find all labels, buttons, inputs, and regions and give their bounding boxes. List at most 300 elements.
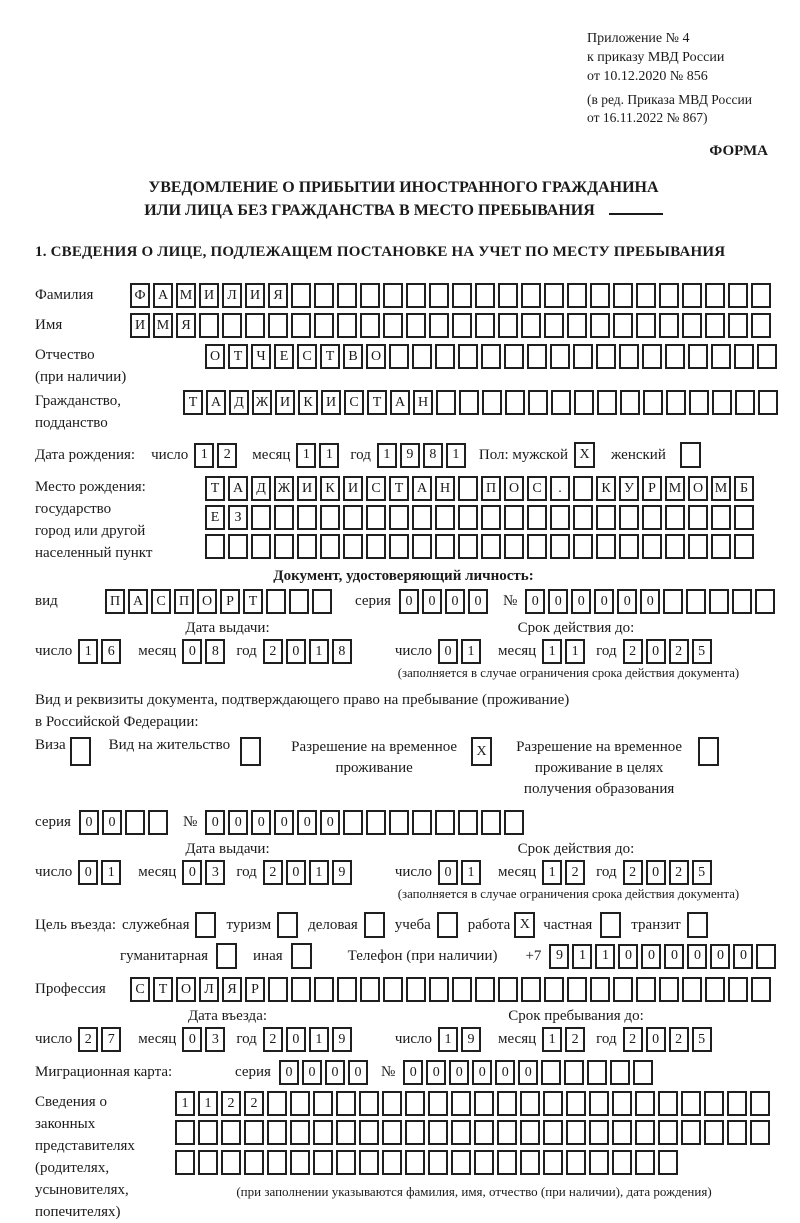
purpose-humanitarian-checkbox[interactable] [216, 943, 237, 969]
char-cell[interactable] [504, 505, 524, 530]
char-cell[interactable] [359, 1120, 379, 1145]
char-cell[interactable]: 1 [565, 639, 585, 664]
char-cell[interactable]: П [174, 589, 194, 614]
char-cell[interactable]: М [711, 476, 731, 501]
char-cell[interactable]: 0 [274, 810, 294, 835]
char-cell[interactable] [757, 344, 777, 369]
char-cell[interactable] [521, 313, 541, 338]
char-cell[interactable] [688, 344, 708, 369]
char-cell[interactable] [688, 534, 708, 559]
char-cell[interactable] [474, 1120, 494, 1145]
char-cell[interactable]: 2 [623, 860, 643, 885]
char-cell[interactable] [297, 534, 317, 559]
char-cell[interactable]: 0 [733, 944, 753, 969]
char-cell[interactable] [389, 810, 409, 835]
char-cell[interactable] [543, 1120, 563, 1145]
char-cell[interactable]: . [550, 476, 570, 501]
char-cell[interactable] [665, 344, 685, 369]
char-cell[interactable] [405, 1091, 425, 1116]
char-cell[interactable] [267, 1120, 287, 1145]
char-cell[interactable]: 0 [640, 589, 660, 614]
char-cell[interactable] [751, 283, 771, 308]
char-cell[interactable] [382, 1120, 402, 1145]
char-cell[interactable]: 9 [400, 443, 420, 468]
char-cell[interactable]: И [297, 476, 317, 501]
char-cell[interactable] [620, 390, 640, 415]
purpose-official-checkbox[interactable] [195, 912, 216, 938]
char-cell[interactable] [336, 1091, 356, 1116]
char-cell[interactable] [633, 1060, 653, 1085]
char-cell[interactable] [452, 313, 472, 338]
char-cell[interactable]: А [153, 283, 173, 308]
char-cell[interactable]: О [205, 344, 225, 369]
char-cell[interactable] [336, 1120, 356, 1145]
char-cell[interactable] [734, 534, 754, 559]
char-cell[interactable] [663, 589, 683, 614]
char-cell[interactable] [619, 505, 639, 530]
char-cell[interactable] [732, 589, 752, 614]
char-cell[interactable]: 2 [263, 1027, 283, 1052]
char-cell[interactable]: У [619, 476, 639, 501]
char-cell[interactable] [125, 810, 145, 835]
char-cell[interactable]: 2 [565, 1027, 585, 1052]
char-cell[interactable] [429, 283, 449, 308]
char-cell[interactable] [527, 505, 547, 530]
char-cell[interactable] [481, 505, 501, 530]
char-cell[interactable]: М [176, 283, 196, 308]
char-cell[interactable]: Т [205, 476, 225, 501]
sex-male-checkbox[interactable]: X [574, 442, 595, 468]
char-cell[interactable]: 0 [78, 860, 98, 885]
char-cell[interactable]: 0 [325, 1060, 345, 1085]
char-cell[interactable] [642, 505, 662, 530]
char-cell[interactable]: Е [205, 505, 225, 530]
char-cell[interactable] [597, 390, 617, 415]
char-cell[interactable] [734, 344, 754, 369]
char-cell[interactable] [436, 390, 456, 415]
char-cell[interactable]: 1 [461, 639, 481, 664]
char-cell[interactable] [551, 390, 571, 415]
char-cell[interactable]: 0 [403, 1060, 423, 1085]
char-cell[interactable] [573, 505, 593, 530]
char-cell[interactable] [337, 977, 357, 1002]
char-cell[interactable]: Ф [130, 283, 150, 308]
char-cell[interactable] [520, 1091, 540, 1116]
char-cell[interactable] [251, 505, 271, 530]
char-cell[interactable] [544, 283, 564, 308]
char-cell[interactable] [475, 313, 495, 338]
char-cell[interactable]: 7 [101, 1027, 121, 1052]
char-cell[interactable]: 1 [438, 1027, 458, 1052]
char-cell[interactable] [359, 1091, 379, 1116]
char-cell[interactable] [705, 313, 725, 338]
char-cell[interactable]: 1 [542, 639, 562, 664]
char-cell[interactable]: 0 [228, 810, 248, 835]
char-cell[interactable]: 0 [594, 589, 614, 614]
char-cell[interactable]: И [245, 283, 265, 308]
char-cell[interactable]: 0 [641, 944, 661, 969]
char-cell[interactable]: Р [642, 476, 662, 501]
char-cell[interactable] [619, 534, 639, 559]
char-cell[interactable] [320, 505, 340, 530]
char-cell[interactable] [590, 977, 610, 1002]
char-cell[interactable]: К [320, 476, 340, 501]
char-cell[interactable]: А [128, 589, 148, 614]
char-cell[interactable] [291, 977, 311, 1002]
char-cell[interactable] [750, 1091, 770, 1116]
char-cell[interactable]: 3 [205, 860, 225, 885]
char-cell[interactable]: 5 [692, 1027, 712, 1052]
char-cell[interactable]: 1 [542, 860, 562, 885]
char-cell[interactable] [314, 283, 334, 308]
char-cell[interactable] [266, 589, 286, 614]
char-cell[interactable]: Т [367, 390, 387, 415]
char-cell[interactable]: 8 [423, 443, 443, 468]
char-cell[interactable] [389, 534, 409, 559]
char-cell[interactable]: 0 [518, 1060, 538, 1085]
char-cell[interactable] [267, 1091, 287, 1116]
char-cell[interactable]: 0 [399, 589, 419, 614]
char-cell[interactable] [389, 505, 409, 530]
char-cell[interactable]: 2 [623, 1027, 643, 1052]
char-cell[interactable]: А [206, 390, 226, 415]
char-cell[interactable]: С [130, 977, 150, 1002]
char-cell[interactable]: С [297, 344, 317, 369]
char-cell[interactable] [481, 534, 501, 559]
char-cell[interactable] [274, 534, 294, 559]
char-cell[interactable] [481, 344, 501, 369]
char-cell[interactable]: 1 [309, 860, 329, 885]
char-cell[interactable]: 2 [669, 1027, 689, 1052]
char-cell[interactable]: Р [220, 589, 240, 614]
char-cell[interactable] [709, 589, 729, 614]
char-cell[interactable]: 1 [309, 1027, 329, 1052]
char-cell[interactable] [566, 1091, 586, 1116]
char-cell[interactable] [245, 313, 265, 338]
char-cell[interactable] [244, 1120, 264, 1145]
char-cell[interactable]: Я [268, 283, 288, 308]
char-cell[interactable]: 2 [244, 1091, 264, 1116]
temp-residence-checkbox[interactable]: X [471, 737, 492, 766]
char-cell[interactable] [541, 1060, 561, 1085]
char-cell[interactable]: 2 [78, 1027, 98, 1052]
char-cell[interactable] [504, 810, 524, 835]
char-cell[interactable] [412, 505, 432, 530]
char-cell[interactable] [475, 283, 495, 308]
char-cell[interactable] [406, 313, 426, 338]
char-cell[interactable]: 1 [461, 860, 481, 885]
char-cell[interactable]: 0 [687, 944, 707, 969]
char-cell[interactable] [452, 977, 472, 1002]
char-cell[interactable]: 9 [332, 860, 352, 885]
char-cell[interactable] [610, 1060, 630, 1085]
char-cell[interactable] [497, 1091, 517, 1116]
char-cell[interactable] [573, 344, 593, 369]
char-cell[interactable] [435, 534, 455, 559]
char-cell[interactable] [712, 390, 732, 415]
char-cell[interactable]: Ж [252, 390, 272, 415]
char-cell[interactable] [636, 283, 656, 308]
char-cell[interactable]: И [321, 390, 341, 415]
char-cell[interactable] [435, 810, 455, 835]
char-cell[interactable] [297, 505, 317, 530]
char-cell[interactable]: 0 [79, 810, 99, 835]
char-cell[interactable] [458, 810, 478, 835]
char-cell[interactable]: 0 [468, 589, 488, 614]
char-cell[interactable] [635, 1091, 655, 1116]
char-cell[interactable] [755, 589, 775, 614]
char-cell[interactable] [521, 977, 541, 1002]
char-cell[interactable]: 0 [348, 1060, 368, 1085]
char-cell[interactable]: А [412, 476, 432, 501]
char-cell[interactable]: А [390, 390, 410, 415]
char-cell[interactable]: 1 [377, 443, 397, 468]
char-cell[interactable] [458, 476, 478, 501]
char-cell[interactable] [459, 390, 479, 415]
char-cell[interactable]: 0 [617, 589, 637, 614]
char-cell[interactable]: 2 [263, 860, 283, 885]
char-cell[interactable] [458, 534, 478, 559]
char-cell[interactable]: 1 [572, 944, 592, 969]
char-cell[interactable] [389, 344, 409, 369]
char-cell[interactable] [314, 977, 334, 1002]
char-cell[interactable] [406, 977, 426, 1002]
char-cell[interactable]: И [343, 476, 363, 501]
char-cell[interactable] [728, 977, 748, 1002]
char-cell[interactable]: 1 [319, 443, 339, 468]
char-cell[interactable]: Д [229, 390, 249, 415]
char-cell[interactable]: 0 [646, 860, 666, 885]
char-cell[interactable] [734, 505, 754, 530]
char-cell[interactable] [521, 283, 541, 308]
char-cell[interactable] [428, 1120, 448, 1145]
char-cell[interactable] [313, 1120, 333, 1145]
char-cell[interactable]: Н [435, 476, 455, 501]
char-cell[interactable]: 0 [182, 1027, 202, 1052]
char-cell[interactable] [682, 283, 702, 308]
char-cell[interactable] [727, 1120, 747, 1145]
char-cell[interactable] [451, 1091, 471, 1116]
char-cell[interactable] [564, 1060, 584, 1085]
char-cell[interactable]: 0 [182, 860, 202, 885]
char-cell[interactable] [705, 283, 725, 308]
char-cell[interactable] [527, 534, 547, 559]
char-cell[interactable] [527, 344, 547, 369]
char-cell[interactable] [689, 390, 709, 415]
char-cell[interactable] [337, 313, 357, 338]
char-cell[interactable] [612, 1120, 632, 1145]
char-cell[interactable]: 0 [422, 589, 442, 614]
char-cell[interactable]: 0 [302, 1060, 322, 1085]
char-cell[interactable] [429, 313, 449, 338]
char-cell[interactable] [543, 1091, 563, 1116]
char-cell[interactable]: 0 [286, 860, 306, 885]
char-cell[interactable]: 0 [426, 1060, 446, 1085]
char-cell[interactable] [435, 505, 455, 530]
char-cell[interactable]: 6 [101, 639, 121, 664]
char-cell[interactable]: 0 [495, 1060, 515, 1085]
char-cell[interactable]: Е [274, 344, 294, 369]
char-cell[interactable] [428, 1091, 448, 1116]
char-cell[interactable] [596, 534, 616, 559]
char-cell[interactable]: Т [389, 476, 409, 501]
char-cell[interactable] [429, 977, 449, 1002]
char-cell[interactable]: 0 [279, 1060, 299, 1085]
char-cell[interactable] [688, 505, 708, 530]
char-cell[interactable]: И [275, 390, 295, 415]
purpose-work-checkbox[interactable]: X [514, 912, 535, 938]
char-cell[interactable]: 0 [286, 1027, 306, 1052]
char-cell[interactable]: 0 [548, 589, 568, 614]
char-cell[interactable]: К [298, 390, 318, 415]
char-cell[interactable] [589, 1091, 609, 1116]
char-cell[interactable] [360, 977, 380, 1002]
char-cell[interactable]: А [228, 476, 248, 501]
char-cell[interactable] [589, 1120, 609, 1145]
char-cell[interactable] [528, 390, 548, 415]
char-cell[interactable] [612, 1091, 632, 1116]
char-cell[interactable] [613, 283, 633, 308]
char-cell[interactable]: Т [153, 977, 173, 1002]
char-cell[interactable] [567, 977, 587, 1002]
char-cell[interactable] [312, 589, 332, 614]
char-cell[interactable] [175, 1120, 195, 1145]
char-cell[interactable]: 2 [217, 443, 237, 468]
char-cell[interactable]: 1 [446, 443, 466, 468]
char-cell[interactable] [406, 283, 426, 308]
char-cell[interactable] [498, 313, 518, 338]
char-cell[interactable] [290, 1120, 310, 1145]
char-cell[interactable] [666, 390, 686, 415]
char-cell[interactable]: К [596, 476, 616, 501]
char-cell[interactable]: 0 [182, 639, 202, 664]
char-cell[interactable]: 0 [438, 639, 458, 664]
char-cell[interactable] [148, 810, 168, 835]
purpose-business-checkbox[interactable] [364, 912, 385, 938]
char-cell[interactable] [642, 534, 662, 559]
char-cell[interactable]: 0 [205, 810, 225, 835]
char-cell[interactable] [520, 1120, 540, 1145]
char-cell[interactable] [711, 505, 731, 530]
char-cell[interactable]: 2 [565, 860, 585, 885]
char-cell[interactable] [658, 1120, 678, 1145]
char-cell[interactable] [458, 344, 478, 369]
char-cell[interactable]: 2 [623, 639, 643, 664]
char-cell[interactable] [751, 313, 771, 338]
char-cell[interactable] [382, 1091, 402, 1116]
char-cell[interactable] [658, 1091, 678, 1116]
char-cell[interactable] [758, 390, 778, 415]
char-cell[interactable] [544, 313, 564, 338]
char-cell[interactable]: Т [320, 344, 340, 369]
char-cell[interactable] [221, 1120, 241, 1145]
temp-residence-edu-checkbox[interactable] [698, 737, 719, 766]
char-cell[interactable] [474, 1091, 494, 1116]
char-cell[interactable] [314, 313, 334, 338]
char-cell[interactable] [735, 390, 755, 415]
char-cell[interactable]: 2 [669, 639, 689, 664]
char-cell[interactable]: И [199, 283, 219, 308]
char-cell[interactable] [573, 476, 593, 501]
char-cell[interactable] [727, 1091, 747, 1116]
char-cell[interactable] [383, 313, 403, 338]
char-cell[interactable] [636, 977, 656, 1002]
char-cell[interactable] [435, 344, 455, 369]
char-cell[interactable] [636, 313, 656, 338]
char-cell[interactable]: 9 [332, 1027, 352, 1052]
char-cell[interactable]: О [366, 344, 386, 369]
char-cell[interactable] [504, 344, 524, 369]
char-cell[interactable] [412, 534, 432, 559]
char-cell[interactable] [550, 505, 570, 530]
char-cell[interactable] [360, 313, 380, 338]
char-cell[interactable] [199, 313, 219, 338]
char-cell[interactable] [251, 534, 271, 559]
char-cell[interactable] [497, 1120, 517, 1145]
char-cell[interactable]: Л [199, 977, 219, 1002]
char-cell[interactable] [412, 344, 432, 369]
char-cell[interactable] [366, 534, 386, 559]
char-cell[interactable] [274, 505, 294, 530]
char-cell[interactable] [567, 283, 587, 308]
char-cell[interactable] [452, 283, 472, 308]
char-cell[interactable] [289, 589, 309, 614]
char-cell[interactable] [343, 810, 363, 835]
char-cell[interactable] [383, 977, 403, 1002]
char-cell[interactable]: П [105, 589, 125, 614]
char-cell[interactable]: 1 [78, 639, 98, 664]
char-cell[interactable] [613, 313, 633, 338]
char-cell[interactable] [412, 810, 432, 835]
char-cell[interactable] [659, 977, 679, 1002]
char-cell[interactable]: М [665, 476, 685, 501]
char-cell[interactable] [366, 810, 386, 835]
char-cell[interactable] [228, 534, 248, 559]
char-cell[interactable] [504, 534, 524, 559]
char-cell[interactable]: С [344, 390, 364, 415]
char-cell[interactable]: 0 [664, 944, 684, 969]
char-cell[interactable]: Л [222, 283, 242, 308]
char-cell[interactable]: 1 [542, 1027, 562, 1052]
char-cell[interactable]: 0 [438, 860, 458, 885]
char-cell[interactable]: 0 [286, 639, 306, 664]
char-cell[interactable] [268, 313, 288, 338]
char-cell[interactable] [659, 313, 679, 338]
char-cell[interactable] [590, 283, 610, 308]
char-cell[interactable]: 2 [669, 860, 689, 885]
purpose-study-checkbox[interactable] [437, 912, 458, 938]
char-cell[interactable] [574, 390, 594, 415]
char-cell[interactable] [290, 1091, 310, 1116]
char-cell[interactable] [756, 944, 776, 969]
char-cell[interactable] [619, 344, 639, 369]
char-cell[interactable] [550, 344, 570, 369]
char-cell[interactable]: 8 [205, 639, 225, 664]
char-cell[interactable] [544, 977, 564, 1002]
char-cell[interactable]: Ч [251, 344, 271, 369]
char-cell[interactable] [681, 1120, 701, 1145]
char-cell[interactable]: С [366, 476, 386, 501]
char-cell[interactable]: 0 [525, 589, 545, 614]
char-cell[interactable]: 2 [221, 1091, 241, 1116]
char-cell[interactable]: С [151, 589, 171, 614]
char-cell[interactable]: 0 [646, 639, 666, 664]
char-cell[interactable]: 0 [102, 810, 122, 835]
char-cell[interactable] [711, 344, 731, 369]
char-cell[interactable]: Р [245, 977, 265, 1002]
sex-female-checkbox[interactable] [680, 442, 701, 468]
char-cell[interactable]: Я [222, 977, 242, 1002]
